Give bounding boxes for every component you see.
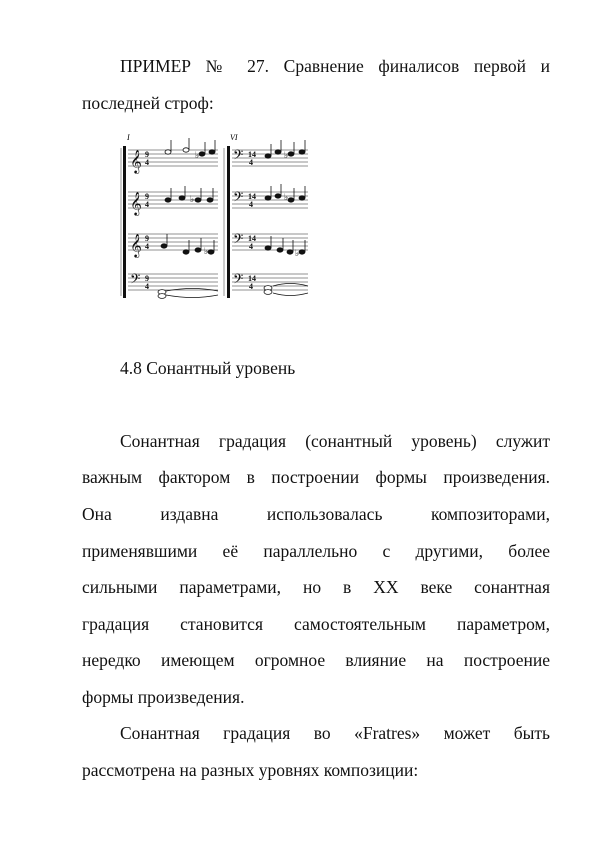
bass-clef-icon: 𝄢 xyxy=(233,231,244,250)
svg-text:♭: ♭ xyxy=(204,246,209,256)
bass-clef-icon: 𝄢 xyxy=(233,189,244,208)
paragraph-1-line-6: градация становится самостоятельным параметром, xyxy=(82,614,550,634)
paragraph-1-line-2: важным фактором в построении формы произведения. xyxy=(82,467,550,487)
svg-text:♭: ♭ xyxy=(284,192,289,202)
svg-text:14: 14 xyxy=(248,234,256,243)
paragraph-1-line-8: формы произведения. xyxy=(82,687,245,707)
svg-text:♭: ♭ xyxy=(190,194,195,204)
section-heading: 4.8 Сонантный уровень xyxy=(120,358,296,378)
left-system-bracket xyxy=(123,146,126,298)
bass-clef-icon: 𝄢 xyxy=(233,271,244,290)
svg-text:4: 4 xyxy=(145,158,149,167)
svg-text:9: 9 xyxy=(145,274,149,283)
svg-text:9: 9 xyxy=(145,150,149,159)
treble-clef-icon: 𝄞 xyxy=(130,191,142,215)
paragraph-1-line-3: Она издавна использовалась композиторами, xyxy=(82,504,550,524)
paragraph-1-line-4: применявшими её параллельно с другими, более xyxy=(82,541,550,561)
svg-text:4: 4 xyxy=(249,200,253,209)
svg-text:♭: ♭ xyxy=(284,150,289,160)
example-caption-line-1: ПРИМЕР № 27. Сравнение финалисов первой и xyxy=(120,56,550,76)
svg-text:♭: ♭ xyxy=(195,150,200,160)
svg-text:14: 14 xyxy=(248,274,256,283)
treble-clef-icon: 𝄞 xyxy=(130,149,142,173)
svg-text:14: 14 xyxy=(248,192,256,201)
svg-text:4: 4 xyxy=(145,200,149,209)
paragraph-2-line-1: Сонантная градация во «Fratres» может быть xyxy=(120,723,550,743)
bass-clef-icon: 𝄢 xyxy=(233,147,244,166)
paragraph-2-line-2: рассмотрена на разных уровнях композиции: xyxy=(82,760,419,780)
svg-text:14: 14 xyxy=(248,150,256,159)
paragraph-1-line-1: Сонантная градация (сонантный уровень) служит xyxy=(120,431,550,451)
example-caption-line-2: последней строф: xyxy=(82,93,214,113)
svg-text:4: 4 xyxy=(249,242,253,251)
svg-text:4: 4 xyxy=(249,158,253,167)
paragraph-1-line-5: сильными параметрами, но в XX веке сонантная xyxy=(82,577,550,597)
right-system-bracket xyxy=(227,146,230,298)
treble-clef-icon: 𝄞 xyxy=(130,233,142,257)
svg-text:4: 4 xyxy=(249,282,253,291)
paragraph-1-line-7: нередко имеющем огромное влияние на построение xyxy=(82,650,550,670)
svg-text:♭: ♭ xyxy=(295,248,300,258)
music-notation-figure xyxy=(118,128,310,303)
svg-text:9: 9 xyxy=(145,192,149,201)
score-label-left: I xyxy=(127,133,130,142)
svg-text:4: 4 xyxy=(145,242,149,251)
svg-text:9: 9 xyxy=(145,234,149,243)
svg-text:4: 4 xyxy=(145,282,149,291)
bass-clef-icon: 𝄢 xyxy=(130,271,141,290)
score-label-right: VI xyxy=(230,133,238,142)
